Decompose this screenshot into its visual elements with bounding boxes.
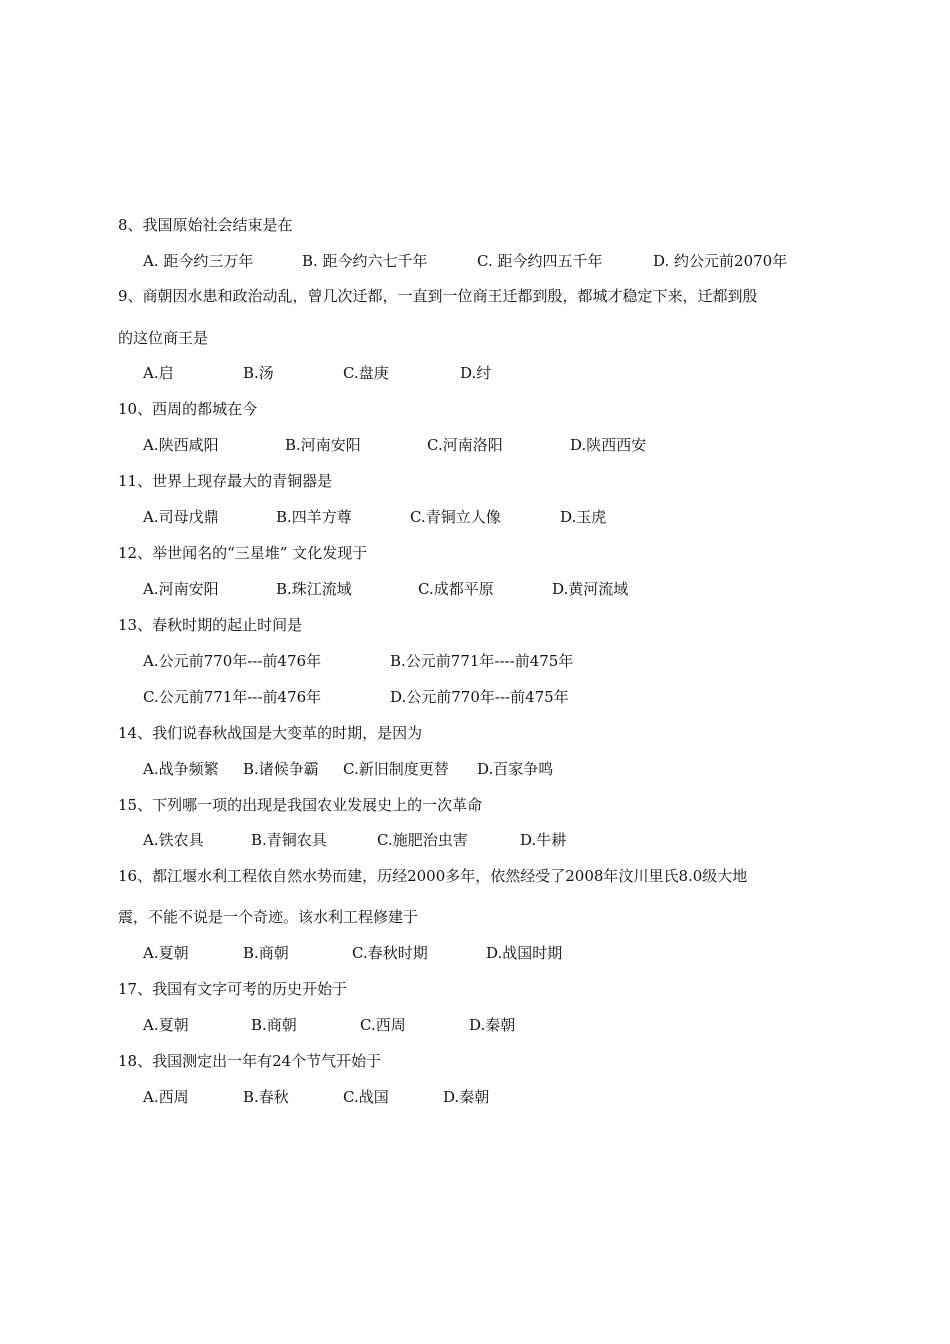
- option-a: A.战争频繁: [143, 760, 219, 778]
- question-12-stem: 12、举世闻名的“三星堆” 文化发现于: [118, 544, 368, 562]
- option-d: D.纣: [460, 364, 492, 382]
- option-c: C.盘庚: [343, 364, 389, 382]
- option-d: D.百家争鸣: [477, 760, 554, 778]
- option-b: B.商朝: [251, 1016, 297, 1034]
- question-11-stem: 11、世界上现存最大的青铜器是: [118, 472, 333, 490]
- option-c: C.新旧制度更替: [343, 760, 449, 778]
- question-14-stem: 14、我们说春秋战国是大变革的时期，是因为: [118, 724, 423, 742]
- option-a: A.公元前770年---前476年: [143, 652, 322, 670]
- option-a: A.陕西咸阳: [143, 436, 219, 454]
- option-c: C.战国: [343, 1088, 389, 1106]
- question-9-stem-cont: 的这位商王是: [118, 329, 209, 347]
- option-a: A.司母戊鼎: [143, 508, 219, 526]
- option-a: A.铁农具: [143, 831, 204, 849]
- question-8-stem: 8、我国原始社会结束是在: [118, 216, 293, 234]
- option-b: B.青铜农具: [251, 831, 327, 849]
- question-9-stem: 9、商朝因水患和政治动乱，曾几次迁都，一直到一位商王迁都到殷，都城才稳定下来，迁都到殷: [118, 287, 758, 305]
- option-d: D.牛耕: [520, 831, 567, 849]
- option-b: B. 距今约六七千年: [302, 252, 428, 270]
- option-c: C.西周: [360, 1016, 406, 1034]
- option-c: C.施肥治虫害: [377, 831, 468, 849]
- option-c: C.公元前771年---前476年: [143, 688, 322, 706]
- question-10-stem: 10、西周的都城在今: [118, 400, 258, 418]
- option-c: C.春秋时期: [352, 944, 428, 962]
- option-d: D.公元前770年---前475年: [390, 688, 569, 706]
- question-18-stem: 18、我国测定出一年有24个节气开始于: [118, 1052, 382, 1070]
- option-c: C. 距今约四五千年: [477, 252, 603, 270]
- option-b: B.诸候争霸: [243, 760, 319, 778]
- option-a: A.夏朝: [143, 944, 189, 962]
- option-d: D.秦朝: [469, 1016, 516, 1034]
- option-c: C.成都平原: [418, 580, 494, 598]
- option-d: D.黄河流域: [552, 580, 629, 598]
- question-15-stem: 15、下列哪一项的出现是我国农业发展史上的一次革命: [118, 796, 483, 814]
- option-b: B.春秋: [243, 1088, 289, 1106]
- option-a: A.夏朝: [143, 1016, 189, 1034]
- option-a: A. 距今约三万年: [143, 252, 254, 270]
- question-17-stem: 17、我国有文字可考的历史开始于: [118, 980, 348, 998]
- option-b: B.珠江流域: [276, 580, 352, 598]
- option-c: C.河南洛阳: [427, 436, 503, 454]
- option-d: D. 约公元前2070年: [653, 252, 788, 270]
- option-b: B.商朝: [243, 944, 289, 962]
- option-b: B.汤: [243, 364, 274, 382]
- option-b: B.四羊方尊: [276, 508, 352, 526]
- option-d: D.战国时期: [486, 944, 563, 962]
- option-b: B.公元前771年----前475年: [390, 652, 574, 670]
- option-a: A.启: [143, 364, 174, 382]
- option-b: B.河南安阳: [285, 436, 361, 454]
- option-a: A.河南安阳: [143, 580, 219, 598]
- option-c: C.青铜立人像: [410, 508, 501, 526]
- option-d: D.玉虎: [560, 508, 607, 526]
- question-16-stem: 16、都江堰水利工程依自然水势而建，历经2000多年，依然经受了2008年汶川里氏8.0级大地: [118, 867, 748, 885]
- option-a: A.西周: [143, 1088, 189, 1106]
- question-13-stem: 13、春秋时期的起止时间是: [118, 616, 303, 634]
- question-16-stem-cont: 震，不能不说是一个奇迹。该水利工程修建于: [118, 908, 419, 926]
- option-d: D.秦朝: [443, 1088, 490, 1106]
- option-d: D.陕西西安: [570, 436, 647, 454]
